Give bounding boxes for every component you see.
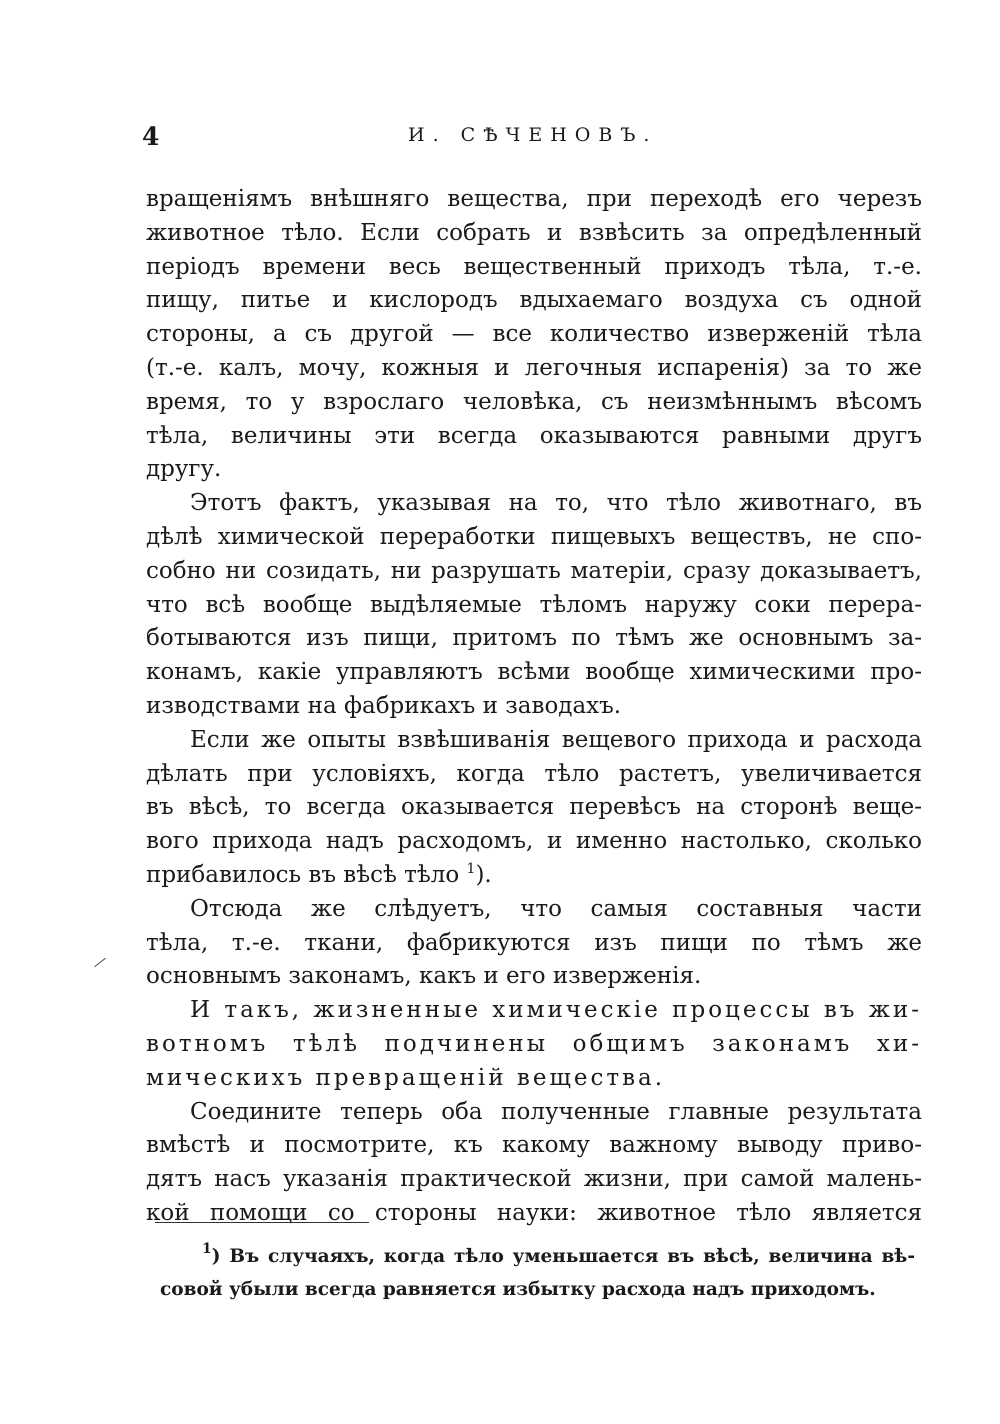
text-line: другу. [146, 456, 222, 483]
text-line: періодъ времени весь вещественный приходъ тѣла, т.-е. [146, 253, 922, 280]
running-title: И. СѢЧЕНОВЪ. [408, 124, 658, 146]
footnote-text: ) Въ случаяхъ, когда тѣло уменьшается въ вѣсѣ, величина вѣ- [211, 1246, 915, 1267]
text-line: изводствами на фабрикахъ и заводахъ. [146, 692, 622, 719]
text-line: Соедините теперь оба полученные главные результата [190, 1098, 922, 1125]
text-line-emphasis: мическихъ превращеній вещества. [146, 1064, 666, 1091]
text-line: кой помощи со стороны науки: животное тѣло является [146, 1199, 922, 1226]
text-line: стороны, а съ другой — все количество изверженій тѣла [146, 321, 922, 348]
text-line: ботываются изъ пищи, притомъ по тѣмъ же основнымъ за- [146, 625, 922, 652]
text-line: въ вѣсѣ, то всегда оказывается перевѣсъ на сторонѣ веще- [146, 794, 922, 821]
text-line: дѣлать при условіяхъ, когда тѣло растетъ, увеличивается [146, 760, 922, 787]
text-line: вмѣстѣ и посмотрите, къ какому важному выводу приво- [146, 1132, 922, 1159]
text-line: конамъ, какіе управляютъ всѣми вообще химическими про- [146, 659, 922, 686]
text-line: что всѣ вообще выдѣляемые тѣломъ наружу соки перера- [146, 591, 922, 618]
text-line: животное тѣло. Если собрать и взвѣсить за опредѣленный [146, 219, 922, 246]
footnote-reference-close: ). [475, 861, 492, 888]
text-line: (т.-е. калъ, мочу, кожныя и легочныя испаренія) за то же [146, 354, 922, 381]
footnote-divider [155, 1222, 369, 1223]
text-line: тѣла, т.-е. ткани, фабрикуются изъ пищи по тѣмъ же [146, 929, 922, 956]
footnote-marker: 1 [202, 1241, 212, 1257]
text-line: Если же опыты взвѣшиванія вещевого прихода и расхода [190, 726, 922, 753]
text-line: основнымъ законамъ, какъ и его изверженія. [146, 963, 702, 990]
text-line-emphasis: вотномъ тѣлѣ подчинены общимъ законамъ хи- [146, 1030, 922, 1057]
text-line: дѣлѣ химической переработки пищевыхъ веществъ, не спо- [146, 523, 922, 550]
margin-pencil-mark [94, 958, 106, 967]
text-line-with-footnote-ref [146, 859, 922, 893]
text-line: Этотъ фактъ, указывая на то, что тѣло животнаго, въ [190, 490, 922, 517]
text-line [146, 893, 922, 927]
text-line-emphasis: Отсюда же слѣдуетъ, что самыя составныя части [190, 895, 922, 922]
footnote-reference[interactable]: 1 [466, 860, 476, 877]
page-number: 4 [142, 122, 160, 151]
text-line-emphasis: И такъ, жизненные химическіе процессы въ жи- [190, 997, 922, 1024]
text-line: вращеніямъ внѣшняго вещества, при переходѣ его черезъ [146, 186, 922, 212]
text-line: пищу, питье и кислородъ вдыхаемаго воздуха съ одной [146, 287, 922, 314]
footnote-line: совой убыли всегда равняется избытку расхода надъ приходомъ. [160, 1279, 876, 1300]
text-line: прибавилось въ вѣсѣ тѣло [146, 861, 460, 888]
footnote [160, 1240, 915, 1306]
text-line: вого прихода надъ расходомъ, и именно настолько, сколько [146, 828, 922, 855]
text-line: собно ни созидать, ни разрушать матеріи, сразу доказываетъ, [146, 557, 922, 584]
text-line: дятъ насъ указанія практической жизни, при самой малень- [146, 1166, 922, 1193]
text-line: тѣла, величины эти всегда оказываются равными другъ [146, 422, 922, 449]
footnote-line [160, 1240, 915, 1273]
text-line: время, то у взрослаго человѣка, съ неизмѣннымъ вѣсомъ [146, 388, 922, 415]
body-text [146, 183, 922, 1231]
